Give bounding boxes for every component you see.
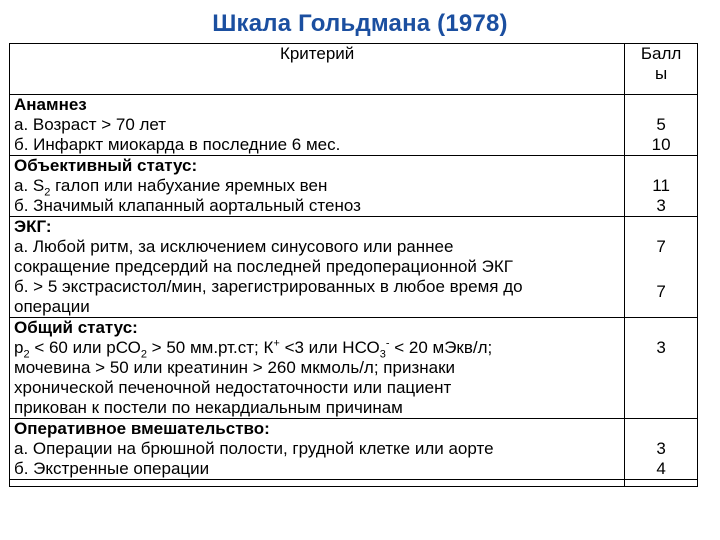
- anamnesis-item-age: а. Возраст > 70 лет: [14, 115, 167, 134]
- cut-cell-criteria: [10, 480, 625, 487]
- section-title-anamnesis: Анамнез: [14, 95, 87, 114]
- surgery-item-abdominal: а. Операции на брюшной полости, грудной клетке или аорте: [14, 439, 494, 458]
- section-title-objective: Объективный статус:: [14, 156, 198, 175]
- header-score-line1: Балл: [640, 44, 682, 63]
- objective-item-s3: а. $S_2$ галоп или набухание яремных вен: [14, 176, 328, 199]
- table-row-surgery: [10, 419, 698, 480]
- score-aortic: 3: [656, 196, 666, 215]
- document-title: Шкала Гольдмана (1978): [212, 10, 508, 37]
- ecg-scores: [625, 217, 698, 318]
- section-title-surgery: Оперативное вмешательство:: [14, 419, 270, 438]
- header-score: [625, 44, 698, 95]
- table-row-general: [10, 318, 698, 419]
- objective-item-aortic: б. Значимый клапанный аортальный стеноз: [14, 196, 361, 215]
- score-age: 5: [656, 115, 666, 134]
- general-criteria: [10, 318, 625, 419]
- general-item-bedridden: прикован к постели по некардиальным причинам: [14, 398, 403, 417]
- general-item-urea: мочевина > 50 или креатинин > 260 мкмоль/л; признаки: [14, 358, 456, 377]
- section-title-ecg: ЭКГ:: [14, 217, 52, 236]
- ecg-criteria: [10, 217, 625, 318]
- table-row-ecg: [10, 217, 698, 318]
- table-row-anamnesis: [10, 95, 698, 156]
- anamnesis-criteria: [10, 95, 625, 156]
- section-title-general: Общий статус:: [14, 318, 138, 337]
- score-rhythm: 7: [656, 237, 666, 256]
- score-mi: 10: [651, 135, 671, 154]
- score-extrasystole: 7: [656, 282, 666, 301]
- ecg-item-extrasystole-line1: б. > 5 экстрасистол/мин, зарегистрированных в любое время до: [14, 277, 523, 296]
- general-scores: [625, 318, 698, 419]
- surgery-scores: [625, 419, 698, 480]
- objective-scores: [625, 156, 698, 217]
- ecg-item-rhythm-line2: сокращение предсердий на последней предоперационной ЭКГ: [14, 257, 513, 276]
- general-item-liver: хронической печеночной недостаточности или пациент: [14, 378, 452, 397]
- general-item-gases: $р_2 < 60$ или рСО$_2$ > 50 мм.рт.ст; К+ <3 или $НСО_3^- < 20$ мЭкв/л;: [14, 337, 493, 361]
- surgery-item-emergency: б. Экстренные операции: [14, 459, 210, 478]
- anamnesis-item-mi: б. Инфаркт миокарда в последние 6 мес.: [14, 135, 341, 154]
- header-criterion: Критерий: [10, 44, 625, 95]
- header-score-line2: ы: [655, 64, 668, 83]
- objective-criteria: [10, 156, 625, 217]
- ecg-item-rhythm-line1: а. Любой ритм, за исключением синусового или раннее: [14, 237, 454, 256]
- score-abdominal: 3: [656, 439, 666, 458]
- goldman-score-table: [9, 43, 698, 487]
- table-header-row: [10, 44, 698, 95]
- score-s3: 11: [652, 176, 670, 195]
- cut-cell-score: [625, 480, 698, 487]
- score-general: 3: [656, 338, 666, 357]
- score-emergency: 4: [656, 459, 666, 478]
- table-row-cut: [10, 480, 698, 487]
- ecg-item-extrasystole-line2: операции: [14, 297, 90, 316]
- surgery-criteria: [10, 419, 625, 480]
- anamnesis-scores: [625, 95, 698, 156]
- table-row-objective: [10, 156, 698, 217]
